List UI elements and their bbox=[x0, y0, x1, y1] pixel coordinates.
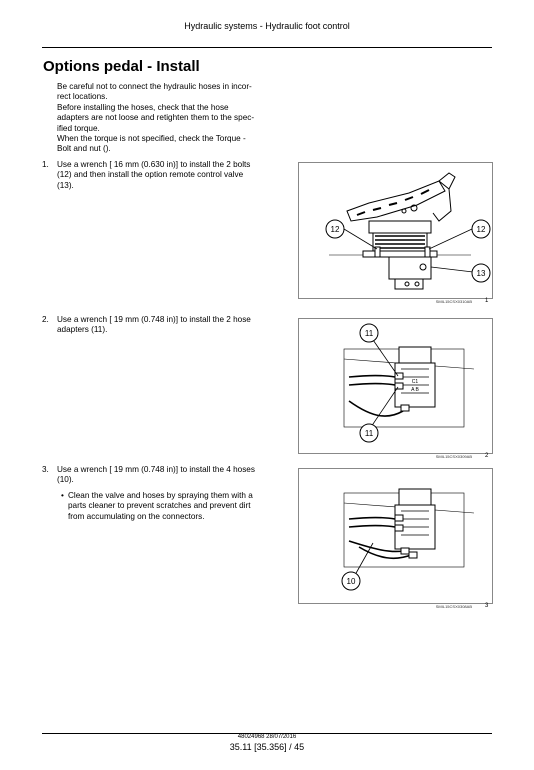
step-2-text bbox=[57, 315, 279, 336]
figure-2-number: 2 bbox=[485, 453, 489, 459]
step-line: (13). bbox=[57, 180, 74, 190]
intro-line: Be careful not to connect the hydraulic hoses in incor- bbox=[57, 82, 252, 91]
figure-2 bbox=[298, 318, 493, 454]
step-3-number: 3. bbox=[42, 465, 49, 474]
callout-11-top bbox=[360, 324, 378, 342]
figure-2-illustration bbox=[299, 319, 492, 453]
intro-line: ified torque. bbox=[57, 123, 100, 133]
bullet-mark: • bbox=[61, 491, 64, 500]
figure-3 bbox=[298, 468, 493, 604]
svg-text:11: 11 bbox=[364, 429, 374, 438]
step-line: Use a wrench [ 19 mm (0.748 in)] to install the 4 hoses bbox=[57, 465, 255, 474]
footer-document-id: 48024968 28/07/2016 bbox=[237, 734, 297, 740]
intro-paragraph bbox=[57, 82, 279, 155]
figure-1 bbox=[298, 162, 493, 299]
figure-3-code: SMIL15CSX0308AB bbox=[435, 604, 472, 609]
svg-text:C1: C1 bbox=[411, 379, 419, 385]
figure-3-illustration bbox=[299, 469, 492, 603]
intro-line: Before installing the hoses, check that the hose bbox=[57, 102, 229, 112]
step-line: Use a wrench [ 16 mm (0.630 in)] to install the 2 bolts bbox=[57, 160, 251, 169]
callout-13 bbox=[472, 264, 490, 282]
svg-text:10: 10 bbox=[346, 577, 356, 586]
intro-line: rect locations. bbox=[57, 92, 108, 102]
svg-text:13: 13 bbox=[476, 269, 486, 278]
step-1-number: 1. bbox=[42, 160, 49, 169]
figure-3-number: 3 bbox=[485, 603, 489, 609]
svg-text:11: 11 bbox=[364, 329, 374, 338]
bullet-line: from accumulating on the connectors. bbox=[68, 511, 205, 521]
svg-text:12: 12 bbox=[476, 225, 486, 234]
callout-12-right bbox=[472, 220, 490, 238]
callout-12-left bbox=[326, 220, 344, 238]
header-rule bbox=[42, 47, 492, 48]
step-3-bullet-text bbox=[68, 491, 280, 522]
intro-line: Bolt and nut (). bbox=[57, 144, 111, 154]
figure-1-code: SMIL15CSX0310AB bbox=[435, 299, 472, 304]
page-title: Options pedal - Install bbox=[43, 58, 200, 75]
callout-11-bottom bbox=[360, 424, 378, 442]
bullet-line: Clean the valve and hoses by spraying them with a bbox=[68, 491, 253, 500]
callout-10 bbox=[342, 572, 360, 590]
bullet-line: parts cleaner to prevent scratches and prevent dirt bbox=[68, 501, 251, 511]
figure-1-illustration bbox=[299, 163, 492, 298]
step-line: Use a wrench [ 19 mm (0.748 in)] to install the 2 hose bbox=[57, 315, 251, 324]
intro-line: When the torque is not specified, check the Torque - bbox=[57, 134, 246, 144]
step-1-text bbox=[57, 160, 279, 191]
figure-2-code: SMIL15CSX0309AB bbox=[435, 454, 472, 459]
step-2-number: 2. bbox=[42, 315, 49, 324]
footer-page-number: 35.11 [35.356] / 45 bbox=[229, 742, 305, 752]
step-line: (10). bbox=[57, 475, 74, 485]
page-header: Hydraulic systems - Hydraulic foot control bbox=[184, 21, 350, 31]
step-line: (12) and then install the option remote control valve bbox=[57, 170, 244, 180]
svg-text:A B: A B bbox=[411, 387, 419, 393]
step-3-text bbox=[57, 465, 279, 486]
step-line: adapters (11). bbox=[57, 325, 108, 335]
svg-text:12: 12 bbox=[330, 225, 340, 234]
intro-line: adapters are not loose and retighten them to the spec- bbox=[57, 113, 255, 123]
figure-1-number: 1 bbox=[485, 298, 489, 304]
